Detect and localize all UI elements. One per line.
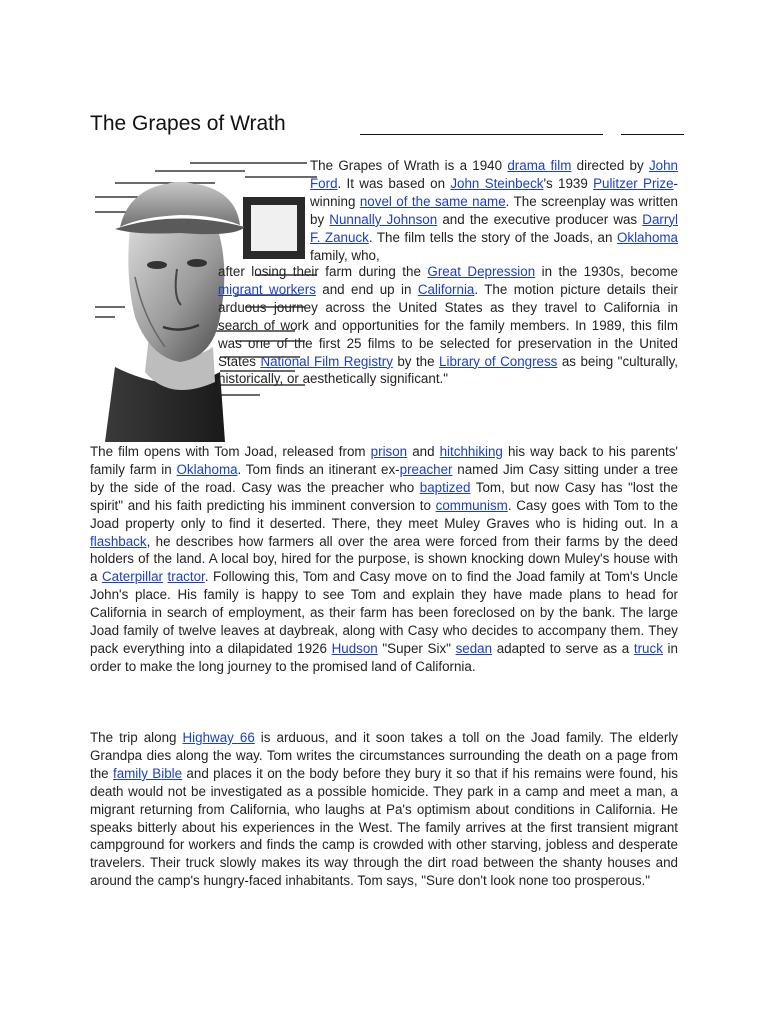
answer-blank-line <box>360 134 603 135</box>
text-run: directed by <box>571 158 649 173</box>
text-run: as being "culturally, historically, or aesthetically significant." <box>218 353 679 387</box>
hyperlink-migrant-workers[interactable]: migrant workers <box>218 281 316 297</box>
hyperlink-family-bible[interactable]: family Bible <box>112 765 183 781</box>
text-run: by the <box>392 353 440 369</box>
hyperlink-great-depression[interactable]: Great Depression <box>427 264 536 279</box>
text-run: 's 1939 <box>543 175 594 191</box>
text-run: . Casy goes with Tom to the Joad property only to find it deserted. There, they meet Muley Graves who is hiding out. In a <box>90 497 678 531</box>
hyperlink-truck[interactable]: truck <box>633 640 663 656</box>
hyperlink-nunnally-johnson[interactable]: Nunnally Johnson <box>329 211 438 227</box>
text-run: and end up in <box>315 281 418 297</box>
text-run: "Super Six" <box>377 640 456 656</box>
text-run: . The film tells the story of the Joads, an <box>368 229 617 245</box>
hyperlink-john-steinbeck[interactable]: John Steinbeck <box>450 175 544 191</box>
hyperlink-national-film-registry[interactable]: National Film Registry <box>260 353 393 369</box>
text-run: and <box>407 444 440 459</box>
text-run: . The motion picture details their arduous journey across the United States as they travel to California in search of work and opportunities for the family members. In 1989, this film was one of the first 25 films to be selected for preservation in the United States <box>218 281 678 369</box>
text-run: , he describes how farmers all over the area were forced from their farms by the deed holders of the land. A local boy, hired for the purpose, is shown knocking down Muley's house with a <box>90 533 678 585</box>
text-run: Tom, but now Casy has "lost the spirit" and his faith predicting his imminent conversion to <box>90 479 678 513</box>
hyperlink-oklahoma[interactable]: Oklahoma <box>176 461 238 477</box>
text-run: The Grapes of Wrath is a 1940 <box>310 158 508 173</box>
worksheet-header <box>90 112 690 140</box>
hyperlink-sedan[interactable]: sedan <box>455 640 493 656</box>
text-run: and the executive producer was <box>437 211 643 227</box>
text-run: . Following this, Tom and Casy move on to find the Joad family at Tom's Uncle John's place. His family is happy to see Tom and explain they have made plans to head for California in search of employment, as their farm has been foreclosed on by the bank. The large Joad family of twelve leaves at daybreak, along with Casy who decides to accompany them. They pack everything into a dilapidated 1926 <box>90 569 678 656</box>
hyperlink-darryl-f-zanuck[interactable]: Darryl F. Zanuck <box>310 211 678 245</box>
hyperlink-john-ford[interactable]: John Ford <box>310 158 678 191</box>
text-run: in order to make the long journey to the promised land of California. <box>90 640 678 674</box>
intro-paragraph <box>310 157 678 264</box>
hyperlink-tractor[interactable]: tractor <box>167 569 205 585</box>
hyperlink-preacher[interactable]: preacher <box>399 461 453 477</box>
text-run: The film opens with Tom Joad, released from <box>90 444 371 459</box>
text-run: and places it on the body before they bury it so that if his remains were found, his death would not be investigated as a possible homicide. They park in a camp and meet a man, a migrant returning from California, who laughs at Pa's optimism about conditions in California. He speaks bitterly about his experiences in the West. The family arrives at the first transient migrant campground for workers and finds the camp is crowded with other starving, jobless and desperate travelers. Their truck slowly makes its way through the dirt road between the shanty houses and around the camp's hungry-faced inhabitants. Tom says, "Sure don't look none too prosperous." <box>90 765 678 889</box>
plot-paragraph-1 <box>90 443 678 676</box>
text-run: named Jim Casy sitting under a tree by the side of the road. Casy was the preacher who <box>90 461 678 495</box>
text-run: after losing their farm during the <box>218 264 428 279</box>
text-run: . The screenplay was written by <box>310 193 678 227</box>
text-run: The trip along <box>90 730 183 745</box>
text-run: in the 1930s, become <box>535 264 678 279</box>
hyperlink-hitchhiking[interactable]: hitchhiking <box>439 444 503 459</box>
hyperlink-baptized[interactable]: baptized <box>419 479 471 495</box>
plot-paragraph-2 <box>90 729 678 890</box>
text-run: -winning <box>310 175 678 209</box>
text-run: is arduous, and it soon takes a toll on the Joad family. The elderly Grandpa dies along the way. Tom writes the circumstances surrounding the death on a page from the <box>90 730 679 781</box>
text-run: . Tom finds an itinerant ex- <box>237 461 400 477</box>
hyperlink-caterpillar[interactable]: Caterpillar <box>101 569 163 585</box>
page-title: The Grapes of Wrath <box>90 112 286 135</box>
hyperlink-communism[interactable]: communism <box>435 497 508 513</box>
hyperlink-highway-66[interactable]: Highway 66 <box>182 730 255 745</box>
text-run: adapted to serve as a <box>492 640 634 656</box>
hyperlink-pulitzer-prize[interactable]: Pulitzer Prize <box>593 175 674 191</box>
hyperlink-flashback[interactable]: flashback <box>90 533 147 549</box>
hyperlink-california[interactable]: California <box>417 281 475 297</box>
hyperlink-library-of-congress[interactable]: Library of Congress <box>439 353 558 369</box>
hyperlink-prison[interactable]: prison <box>370 444 408 459</box>
hyperlink-oklahoma[interactable]: Oklahoma <box>616 229 678 245</box>
text-run: his way back to his parents' family farm in <box>90 444 678 477</box>
text-run: . It was based on <box>337 175 451 191</box>
text-run: family, who, <box>310 247 380 263</box>
hyperlink-hudson[interactable]: Hudson <box>331 640 378 656</box>
answer-blank-line-short <box>621 134 684 135</box>
hyperlink-drama-film[interactable]: drama film <box>507 158 572 173</box>
intro-paragraph-continued <box>218 263 678 388</box>
hyperlink-novel-of-the-same-name[interactable]: novel of the same name <box>359 193 506 209</box>
